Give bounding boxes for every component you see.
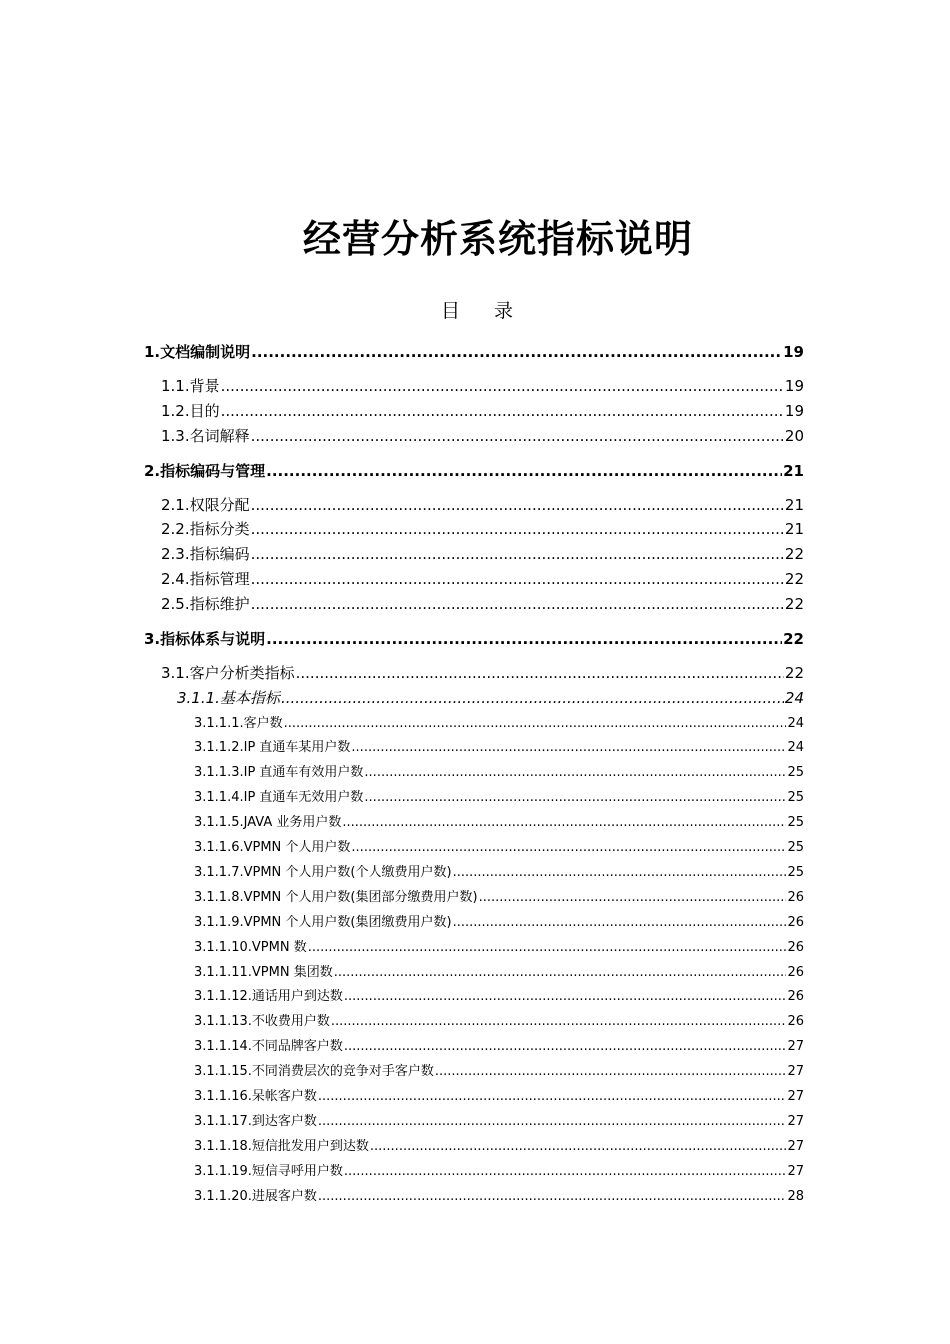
toc-entry[interactable] bbox=[194, 886, 804, 905]
toc-page-number: 26 bbox=[787, 1014, 804, 1030]
toc-page-number: 26 bbox=[787, 964, 804, 980]
toc-entry-label: 3.1.1.16.呆帐客户数 bbox=[194, 1089, 317, 1104]
toc-entry-label: 3.1.1.6.VPMN 个人用户数 bbox=[194, 840, 351, 855]
toc-entry-label: 3.1.1.1.客户数 bbox=[194, 715, 283, 731]
toc-entry-label: 2.4.指标管理 bbox=[161, 570, 250, 588]
toc-dot-leader bbox=[344, 1164, 787, 1179]
toc-page-number: 26 bbox=[787, 889, 804, 905]
toc-entry[interactable] bbox=[144, 628, 804, 649]
toc-entry-label: 3.1.1.9.VPMN 个人用户数(集团缴费用户数) bbox=[194, 914, 452, 930]
toc-entry-label: 3.1.1.19.短信寻呼用户数 bbox=[194, 1163, 343, 1179]
toc-heading: 目 录 bbox=[440, 300, 528, 322]
toc-dot-leader bbox=[364, 790, 786, 805]
toc-entry-label: 3.1.1.7.VPMN 个人用户数(个人缴费用户数) bbox=[194, 864, 452, 880]
toc-page-number: 21 bbox=[784, 520, 804, 539]
toc-entry-label: 3.1.1.2.IP 直通车某用户数 bbox=[194, 740, 351, 756]
toc-entry-label: 3.1.1.10.VPMN 数 bbox=[194, 939, 307, 955]
toc-entry[interactable] bbox=[194, 985, 804, 1004]
toc-entry[interactable] bbox=[161, 425, 804, 446]
toc-entry[interactable] bbox=[161, 518, 804, 539]
toc-entry[interactable] bbox=[161, 568, 804, 589]
toc-page-number: 26 bbox=[787, 939, 804, 955]
toc-entry-label: 1.1.背景 bbox=[161, 377, 220, 395]
toc-dot-leader bbox=[342, 815, 786, 830]
toc-entry[interactable] bbox=[194, 1060, 804, 1079]
toc-entry[interactable] bbox=[194, 786, 804, 805]
toc-dot-leader bbox=[351, 740, 786, 755]
toc-dot-leader bbox=[281, 689, 784, 707]
toc-entry-label: 3.1.1.11.VPMN 集团数 bbox=[194, 964, 333, 980]
toc-page-number: 27 bbox=[787, 1064, 804, 1080]
toc-entry-label: 3.1.1.5.JAVA 业务用户数 bbox=[194, 815, 342, 831]
toc-page-number: 24 bbox=[787, 740, 804, 756]
document-title: 经营分析系统指标说明 bbox=[302, 217, 693, 261]
toc-dot-leader bbox=[251, 570, 784, 588]
toc-entry[interactable] bbox=[194, 936, 804, 955]
toc-entry[interactable] bbox=[194, 1110, 804, 1129]
toc-page-number: 22 bbox=[784, 570, 804, 588]
toc-dot-leader bbox=[351, 840, 786, 855]
toc-entry[interactable] bbox=[194, 1010, 804, 1029]
toc-entry[interactable] bbox=[144, 341, 804, 362]
toc-entry[interactable] bbox=[194, 961, 804, 980]
toc-entry-label: 1.3.名词解释 bbox=[161, 426, 250, 445]
toc-entry[interactable] bbox=[161, 400, 804, 421]
toc-page-number: 22 bbox=[784, 594, 804, 613]
toc-dot-leader bbox=[318, 1114, 787, 1129]
toc-entry[interactable] bbox=[161, 494, 804, 515]
toc-entry-label: 1.文档编制说明 bbox=[144, 343, 251, 361]
toc-dot-leader bbox=[266, 462, 782, 480]
toc-entry-label: 3.1.1.14.不同品牌客户数 bbox=[194, 1039, 343, 1055]
toc-page-number: 25 bbox=[787, 765, 804, 781]
toc-entry[interactable] bbox=[161, 593, 804, 614]
toc-page-number: 26 bbox=[787, 989, 804, 1005]
toc-entry[interactable] bbox=[194, 1160, 804, 1179]
toc-page-number: 28 bbox=[787, 1188, 804, 1204]
toc-page-number: 20 bbox=[784, 426, 804, 445]
toc-entry-label: 2.指标编码与管理 bbox=[144, 461, 266, 480]
toc-dot-leader bbox=[251, 343, 782, 361]
toc-entry[interactable] bbox=[194, 836, 804, 855]
toc-entry[interactable] bbox=[194, 811, 804, 830]
toc-dot-leader bbox=[435, 1064, 787, 1079]
toc-page-number: 24 bbox=[784, 688, 804, 707]
toc-dot-leader bbox=[296, 664, 784, 682]
toc-entry[interactable] bbox=[194, 1135, 804, 1154]
toc-page-number: 25 bbox=[787, 815, 804, 831]
toc-page-number: 27 bbox=[787, 1039, 804, 1055]
toc-entry-label: 3.指标体系与说明 bbox=[144, 629, 266, 648]
toc-entry[interactable] bbox=[161, 375, 804, 396]
toc-dot-leader bbox=[318, 1189, 787, 1204]
toc-entry[interactable] bbox=[177, 687, 804, 708]
toc-entry[interactable] bbox=[194, 861, 804, 880]
toc-dot-leader bbox=[251, 520, 784, 538]
toc-page-number: 19 bbox=[784, 401, 804, 420]
toc-entry[interactable] bbox=[144, 460, 804, 481]
toc-page-number: 25 bbox=[787, 790, 804, 806]
toc-dot-leader bbox=[364, 765, 786, 780]
toc-entry-label: 3.1.1.20.进展客户数 bbox=[194, 1188, 317, 1204]
toc-entry[interactable] bbox=[161, 543, 804, 564]
toc-dot-leader bbox=[331, 1014, 787, 1029]
toc-page-number: 22 bbox=[783, 629, 804, 648]
toc-entry-label: 3.1.1.4.IP 直通车无效用户数 bbox=[194, 790, 364, 806]
toc-page-number: 21 bbox=[784, 495, 804, 514]
toc-entry-label: 3.1.1.8.VPMN 个人用户数(集团部分缴费用户数) bbox=[194, 889, 478, 905]
toc-dot-leader bbox=[344, 1039, 787, 1054]
toc-entry-label: 3.1.1.18.短信批发用户到达数 bbox=[194, 1138, 369, 1154]
toc-entry-label: 2.5.指标维护 bbox=[161, 594, 250, 613]
toc-dot-leader bbox=[308, 940, 787, 955]
toc-entry[interactable] bbox=[194, 1085, 804, 1104]
toc-page-number: 22 bbox=[784, 545, 804, 564]
toc-entry-label: 2.1.权限分配 bbox=[161, 495, 250, 514]
toc-page-number: 25 bbox=[787, 864, 804, 880]
toc-dot-leader bbox=[221, 402, 784, 420]
toc-entry[interactable] bbox=[194, 1035, 804, 1054]
toc-page-number: 21 bbox=[783, 461, 804, 480]
toc-dot-leader bbox=[453, 865, 787, 880]
toc-dot-leader bbox=[251, 427, 784, 445]
toc-page-number: 24 bbox=[787, 715, 804, 731]
toc-dot-leader bbox=[370, 1139, 787, 1154]
toc-page-number: 27 bbox=[787, 1138, 804, 1154]
toc-page-number: 19 bbox=[784, 377, 804, 395]
toc-entry-label: 3.1.1.基本指标 bbox=[177, 688, 280, 707]
toc-entry-label: 3.1.1.13.不收费用户数 bbox=[194, 1014, 330, 1030]
toc-dot-leader bbox=[251, 496, 784, 514]
toc-entry[interactable] bbox=[194, 736, 804, 755]
toc-dot-leader bbox=[251, 595, 784, 613]
toc-entry-label: 2.2.指标分类 bbox=[161, 520, 250, 539]
toc-entry[interactable] bbox=[194, 761, 804, 780]
toc-dot-leader bbox=[284, 716, 787, 731]
toc-dot-leader bbox=[334, 965, 787, 980]
toc-entry-label: 2.3.指标编码 bbox=[161, 545, 250, 564]
toc-page-number: 27 bbox=[787, 1113, 804, 1129]
toc-entry[interactable] bbox=[194, 911, 804, 930]
toc-page-number: 27 bbox=[787, 1089, 804, 1104]
toc-entry-label: 3.1.1.17.到达客户数 bbox=[194, 1113, 317, 1129]
toc-page-number: 25 bbox=[787, 840, 804, 855]
toc-page-number: 26 bbox=[787, 914, 804, 930]
toc-dot-leader bbox=[266, 630, 782, 648]
toc-page-number: 19 bbox=[783, 343, 804, 361]
toc-entry[interactable] bbox=[161, 662, 804, 683]
toc-dot-leader bbox=[453, 915, 787, 930]
toc-dot-leader bbox=[318, 1089, 787, 1104]
toc-entry-label: 3.1.1.3.IP 直通车有效用户数 bbox=[194, 765, 364, 781]
toc-entry[interactable] bbox=[194, 712, 804, 731]
toc-entry-label: 3.1.客户分析类指标 bbox=[161, 663, 295, 682]
toc-dot-leader bbox=[251, 545, 784, 563]
toc-dot-leader bbox=[479, 890, 787, 905]
toc-entry-label: 3.1.1.15.不同消费层次的竞争对手客户数 bbox=[194, 1064, 434, 1080]
toc-dot-leader bbox=[221, 377, 784, 395]
toc-page-number: 22 bbox=[784, 663, 804, 682]
toc-entry[interactable] bbox=[194, 1185, 804, 1204]
toc-dot-leader bbox=[344, 989, 787, 1004]
toc-entry-label: 3.1.1.12.通话用户到达数 bbox=[194, 989, 343, 1005]
toc-page-number: 27 bbox=[787, 1163, 804, 1179]
toc-entry-label: 1.2.目的 bbox=[161, 401, 220, 420]
